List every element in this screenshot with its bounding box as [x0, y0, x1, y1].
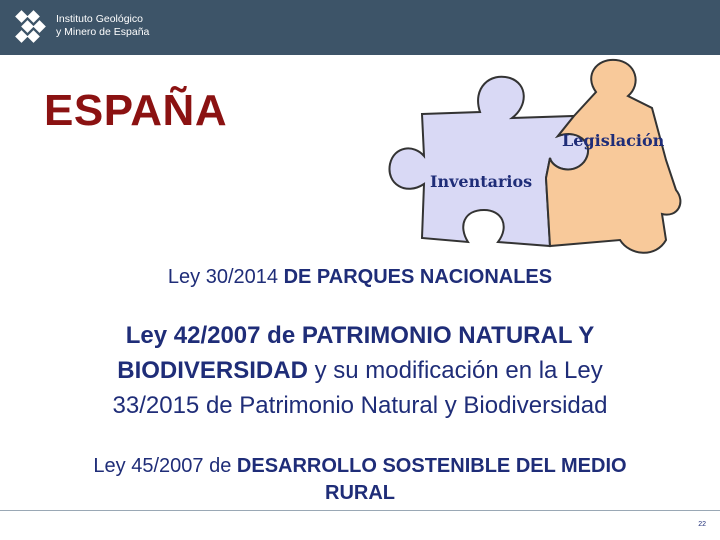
- law3-name: DESARROLLO SOSTENIBLE DEL MEDIO: [236, 455, 627, 477]
- law-45-2007: [0, 453, 720, 507]
- law1-number: 30/2014: [205, 266, 278, 288]
- law3-line1: [0, 453, 720, 480]
- igme-logo-icon: [14, 9, 50, 45]
- puzzle-graphic: [360, 50, 690, 260]
- law-42-2007: [0, 318, 720, 423]
- header-bar: [0, 0, 720, 55]
- law2-rest: y su modificación en la Ley: [314, 357, 603, 384]
- law3-number: 45/2007 de: [131, 455, 232, 477]
- org-line-1: Instituto Geológico: [56, 13, 143, 25]
- org-line-2: y Minero de España: [56, 26, 150, 38]
- law1-name: DE PARQUES NACIONALES: [283, 266, 553, 288]
- page-title: ESPAÑA: [44, 86, 228, 135]
- law3-prefix: Ley: [93, 455, 126, 477]
- footer-divider: [0, 510, 720, 511]
- law2-line2: [0, 353, 720, 388]
- law2-line3: 33/2015 de Patrimonio Natural y Biodiversidad: [112, 392, 608, 419]
- law3-line2: RURAL: [325, 482, 395, 504]
- law-30-2014: [0, 266, 720, 289]
- puzzle-label-legislacion: Legislación: [562, 131, 665, 150]
- page-number: 22: [698, 521, 706, 528]
- law2-line1: Ley 42/2007 de PATRIMONIO NATURAL Y: [125, 322, 595, 349]
- law1-prefix: Ley: [167, 266, 201, 288]
- organization-name: [56, 13, 149, 39]
- puzzle-label-inventarios: Inventarios: [430, 172, 533, 191]
- law2-name: BIODIVERSIDAD: [117, 357, 308, 384]
